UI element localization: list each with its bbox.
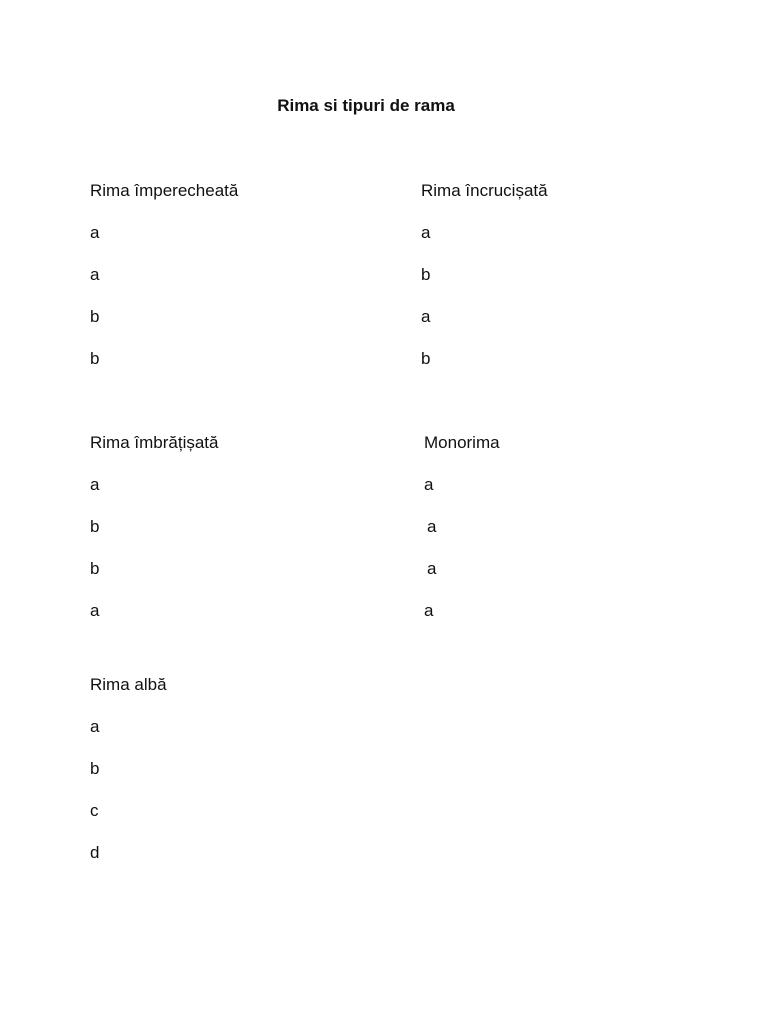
rhyme-letter: a bbox=[90, 601, 100, 620]
rhyme-letter: a bbox=[421, 307, 431, 326]
rhyme-section-monorima bbox=[424, 433, 500, 621]
section-heading: Monorima bbox=[424, 433, 500, 452]
rhyme-letter: a bbox=[90, 717, 100, 736]
page-title: Rima si tipuri de rama bbox=[277, 96, 455, 115]
rhyme-letter: b bbox=[90, 517, 100, 536]
rhyme-letter-list bbox=[421, 223, 548, 369]
rhyme-section-alba bbox=[90, 675, 167, 863]
rhyme-letter: d bbox=[90, 843, 100, 862]
rhyme-section-imperecheata bbox=[90, 181, 238, 369]
rhyme-letter: a bbox=[90, 265, 100, 284]
section-heading: Rima albă bbox=[90, 675, 167, 694]
rhyme-letter-list bbox=[424, 475, 500, 621]
section-heading: Rima împerecheată bbox=[90, 181, 239, 200]
rhyme-section-imbratisata bbox=[90, 433, 218, 621]
rhyme-letter: b bbox=[421, 265, 431, 284]
rhyme-letter: a bbox=[421, 223, 431, 242]
rhyme-section-incrucisata bbox=[421, 181, 548, 369]
rhyme-letter: a bbox=[90, 475, 100, 494]
section-heading: Rima încrucișată bbox=[421, 181, 548, 200]
rhyme-letter: a bbox=[90, 223, 100, 242]
rhyme-letter: b bbox=[90, 307, 100, 326]
rhyme-letter-list bbox=[90, 717, 167, 863]
section-heading: Rima îmbrățișată bbox=[90, 433, 219, 452]
rhyme-letter: a bbox=[424, 475, 434, 494]
rhyme-letter: b bbox=[90, 759, 100, 778]
rhyme-letter: a bbox=[424, 601, 434, 620]
rhyme-letter: a bbox=[427, 559, 437, 578]
rhyme-letter: a bbox=[427, 517, 437, 536]
rhyme-letter: b bbox=[90, 349, 100, 368]
rhyme-letter: b bbox=[90, 559, 100, 578]
rhyme-letter: b bbox=[421, 349, 431, 368]
rhyme-letter: c bbox=[90, 801, 99, 820]
rhyme-letter-list bbox=[90, 475, 218, 621]
rhyme-letter-list bbox=[90, 223, 238, 369]
